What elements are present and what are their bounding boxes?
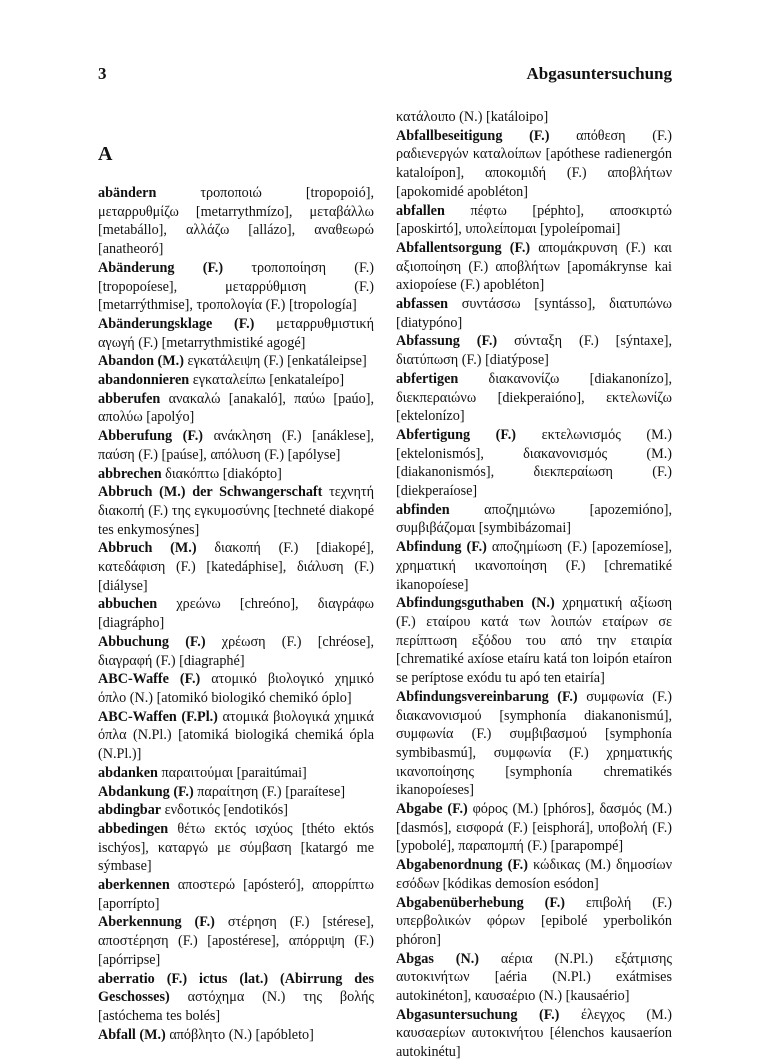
dictionary-entry	[98, 820, 374, 876]
dictionary-entry	[396, 426, 672, 501]
right-column	[396, 108, 672, 1062]
dictionary-entry	[396, 894, 672, 950]
entry-headword: Abfallbeseitigung (F.)	[396, 127, 550, 144]
entry-translation: ατομικό βιολογικό χημικό όπλο (N.) [atomikó biologikó chemikó óplo]	[98, 671, 374, 706]
dictionary-entry	[396, 239, 672, 295]
entry-translation: χρεώνω [chreóno], διαγράφω [diagrápho]	[98, 596, 374, 632]
entry-translation: έλεγχος (M.) καυσαερίων αυτοκινήτου [élenchos kausaeríon autokinétu]	[396, 1006, 673, 1061]
dictionary-entry	[98, 539, 374, 595]
entry-translation: εκτελωνισμός (M.) [ektelonismós], διακανονισμός (M.) [diakanonismós], διεκπεραίωση (F.) [diekperaíose]	[396, 426, 673, 500]
dictionary-entry	[98, 913, 374, 969]
dictionary-entry	[396, 800, 672, 856]
entry-translation: κώδικας (M.) δημοσίων εσόδων [kódikas demosíon esódon]	[396, 857, 673, 892]
entry-translation: απομάκρυνση (F.) και αξιοποίηση (F.) αποβλήτων [apomákrynse kai axiopoíese (F.) apobléton]	[396, 239, 672, 294]
dictionary-entry	[396, 202, 672, 239]
entry-translation: εγκαταλείπω [enkataleípo]	[192, 372, 345, 389]
dictionary-entry	[98, 259, 374, 315]
letter-section-heading: A	[98, 143, 113, 165]
dictionary-entry	[98, 390, 374, 427]
entry-headword: Aberkennung (F.)	[98, 914, 215, 931]
entry-translation: διακόπτω [diakópto]	[165, 465, 282, 482]
dictionary-entry	[98, 352, 374, 371]
entry-translation: εγκατάλειψη (F.) [enkatáleipse]	[187, 353, 367, 370]
dictionary-entry	[396, 856, 672, 893]
entry-translation: αποστερώ [apósteró], απορρίπτω [aporrípto]	[98, 877, 375, 912]
entry-translation: αποζημίωση (F.) [apozemíose], χρηματική ικανοποίηση (F.) [chrematiké ikanopoíese]	[396, 539, 672, 593]
entry-translation: χρηματική αξίωση (F.) εταίρου κατά των λοιπών εταίρων σε περίπτωση εξόδου του από την εταιρία [chrematiké axíose etaíru katá ton loipón etaíron se períptose exódu tu apó ten etairía]	[396, 595, 673, 687]
left-entries-list	[98, 184, 374, 1044]
entry-translation: ανάκληση (F.) [anáklese], παύση (F.) [paúse], απόλυση (F.) [apólyse]	[98, 428, 374, 463]
entry-headword: abbuchen	[98, 596, 158, 613]
entry-headword: Abandon (M.)	[98, 353, 184, 370]
entry-translation: παραίτηση (F.) [paraítese]	[197, 783, 346, 800]
dictionary-entry	[98, 670, 374, 707]
entry-headword: Abfindungsvereinbarung (F.)	[396, 688, 578, 705]
dictionary-entry	[396, 501, 672, 538]
dictionary-entry	[396, 295, 672, 332]
entry-headword: abfertigen	[396, 370, 459, 387]
entry-headword: Abgabenüberhebung (F.)	[396, 894, 565, 911]
entry-translation: παραιτούμαι [paraitúmai]	[161, 764, 307, 781]
entry-headword: Abbuchung (F.)	[98, 633, 206, 650]
dictionary-entry	[98, 427, 374, 464]
entry-headword: Abgas (N.)	[396, 950, 479, 967]
entry-translation: διακοπή (F.) [diakopé], κατεδάφιση (F.) [katedáphise], διάλυση (F.) [diályse]	[98, 540, 374, 594]
entry-translation: στέρηση (F.) [stérese], αποστέρηση (F.) [apostérese], απόρριψη (F.) [apórripse]	[98, 914, 375, 968]
entry-headword: abdingbar	[98, 802, 162, 819]
dictionary-entry	[396, 332, 672, 369]
dictionary-entry	[98, 1026, 374, 1045]
entry-headword: Abfindungsguthaben (N.)	[396, 595, 555, 612]
dictionary-entry	[396, 370, 672, 426]
entry-headword: Abfindung (F.)	[396, 539, 487, 556]
entry-headword: abberufen	[98, 390, 161, 407]
entry-headword: abfallen	[396, 202, 445, 219]
entry-headword: Abfassung (F.)	[396, 333, 498, 350]
entry-headword: Abgabenordnung (F.)	[396, 857, 528, 874]
entry-translation: τεχνητή διακοπή (F.) της εγκυμοσύνης [techneté diakopé tes enkymosýnes]	[98, 484, 374, 538]
entry-translation: διακανονίζω [diakanonízo], διεκπεραιώνω [diekperaióno], εκτελωνίζω [ektelonízo]	[396, 370, 672, 425]
entry-translation: αποζημιώνω [apozemióno], συμβιβάζομαι [symbibázomai]	[396, 501, 672, 537]
dictionary-entry	[98, 801, 374, 820]
dictionary-entry	[98, 184, 374, 259]
entry-translation: ανακαλώ [anakaló], παύω [paúo], απολύω [apolýo]	[98, 390, 374, 426]
entry-headword: abdanken	[98, 764, 158, 781]
running-head: Abgasuntersuchung	[526, 64, 672, 83]
entry-headword: ABC-Waffen (F.Pl.)	[98, 708, 218, 725]
entry-translation: απόβλητο (N.) [apóbleto]	[169, 1026, 314, 1043]
entry-translation: αστόχημα (N.) της βολής [astóchema tes bolés]	[98, 989, 375, 1024]
entry-headword: abbedingen	[98, 820, 169, 837]
entry-headword: Abfertigung (F.)	[396, 426, 517, 443]
right-entries-list	[396, 127, 672, 1062]
dictionary-entry	[98, 970, 374, 1026]
entry-translation: πέφτω [péphto], αποσκιρτώ [aposkirtó], υπολείπομαι [ypoleípomai]	[396, 202, 672, 238]
entry-headword: Abänderung (F.)	[98, 259, 224, 276]
entry-headword: abändern	[98, 185, 157, 201]
entry-translation: αέρια (N.Pl.) εξάτμισης αυτοκινήτων [aéria (N.Pl.) exátmises autokinéton], καυσαέριο (N.) [kausaério]	[396, 950, 672, 1005]
entry-headword: Abfall (M.)	[98, 1026, 166, 1043]
entry-translation: χρέωση (F.) [chréose], διαγραφή (F.) [diagraphé]	[98, 633, 375, 669]
entry-translation: ατομικά βιολογικά χημικά όπλα (N.Pl.) [atomiká biologiká chemiká ópla (N.Pl.)]	[98, 708, 374, 763]
entry-headword: aberkennen	[98, 877, 170, 894]
entry-headword: abfinden	[396, 501, 450, 518]
dictionary-entry	[396, 950, 672, 1006]
dictionary-entry	[396, 1006, 672, 1062]
left-column	[98, 108, 374, 1044]
entry-headword: ABC-Waffe (F.)	[98, 671, 201, 688]
dictionary-entry	[98, 483, 374, 539]
entry-translation: θέτω εκτός ισχύος [théto ektós ischýos], καταργώ με σύμβαση [katargó me sýmbase]	[98, 820, 375, 875]
dictionary-entry	[98, 595, 374, 632]
entry-headword: Abbruch (M.) der Schwangerschaft	[98, 484, 323, 501]
dictionary-entry	[396, 688, 672, 800]
dictionary-entry	[98, 708, 374, 764]
continued-entry-fragment: κατάλοιπο (N.) [katáloipo]	[396, 109, 549, 125]
entry-translation: συντάσσω [syntásso], διατυπώνω [diatypóno]	[396, 296, 672, 331]
entry-headword: Abbruch (M.)	[98, 540, 197, 557]
entry-headword: Abgabe (F.)	[396, 801, 468, 818]
dictionary-entry	[98, 764, 374, 783]
dictionary-entry	[396, 538, 672, 594]
entry-translation: τροποποίηση (F.) [tropopoíese], μεταρρύθμιση (F.) [metarrýthmise], τροπολογία (F.) [tropología]	[98, 259, 374, 314]
entry-headword: abbrechen	[98, 465, 162, 482]
page-number: 3	[98, 64, 107, 83]
entry-translation: μεταρρυθμιστική αγωγή (F.) [metarrythmistiké agogé]	[98, 315, 374, 351]
dictionary-entry	[98, 876, 374, 913]
entry-translation: απόθεση (F.) ραδιενεργών καταλοίπων [apóthese radienergón kataloípon], αποκομιδή (F.) αποβλήτων [apokomidé apobléton]	[396, 127, 673, 200]
entry-translation: επιβολή (F.) υπερβολικών φόρων [epibolé yperbolikón phóron]	[396, 894, 672, 948]
dictionary-entry	[396, 594, 672, 688]
dictionary-entry	[98, 633, 374, 670]
dictionary-entry	[98, 315, 374, 352]
entry-translation: φόρος (M.) [phóros], δασμός (M.) [dasmós], εισφορά (F.) [eisphorá], υποβολή (F.) [ypobolé], παραπομπή (F.) [parapompé]	[396, 801, 673, 855]
dictionary-entry	[396, 127, 672, 202]
entry-translation: συμφωνία (F.) διακανονισμού [symphonía diakanonismú], συμφωνία (F.) συμβιβασμού [symphonía symbibasmú], συμφωνία (F.) χρηματικής ικανοποίησης [symphonía chrematikés ikanopoíeses]	[396, 688, 672, 799]
entry-headword: abfassen	[396, 296, 449, 313]
dictionary-entry	[98, 465, 374, 484]
entry-headword: aberratio (F.) ictus (lat.) (Abirrung des Geschosses)	[98, 970, 374, 1006]
entry-translation: τροποποιώ [tropopoió], μεταρρυθμίζω [metarrythmízo], μεταβάλλω [metabállo], αλλάζω [allázo], αναθεωρώ [anatheoró]	[98, 185, 374, 258]
entry-headword: Abfallentsorgung (F.)	[396, 239, 531, 256]
page-header	[98, 64, 672, 90]
entry-translation: ενδοτικός [endotikós]	[164, 802, 289, 819]
dictionary-entry	[98, 783, 374, 802]
entry-headword: Abgasuntersuchung (F.)	[396, 1006, 560, 1023]
entry-headword: Abdankung (F.)	[98, 783, 194, 800]
dictionary-entry	[98, 371, 374, 390]
entry-headword: abandonnieren	[98, 372, 190, 389]
entry-headword: Abänderungsklage (F.)	[98, 315, 255, 332]
entry-translation: σύνταξη (F.) [sýntaxe], διατύπωση (F.) [diatýpose]	[396, 333, 672, 369]
entry-headword: Abberufung (F.)	[98, 428, 204, 445]
